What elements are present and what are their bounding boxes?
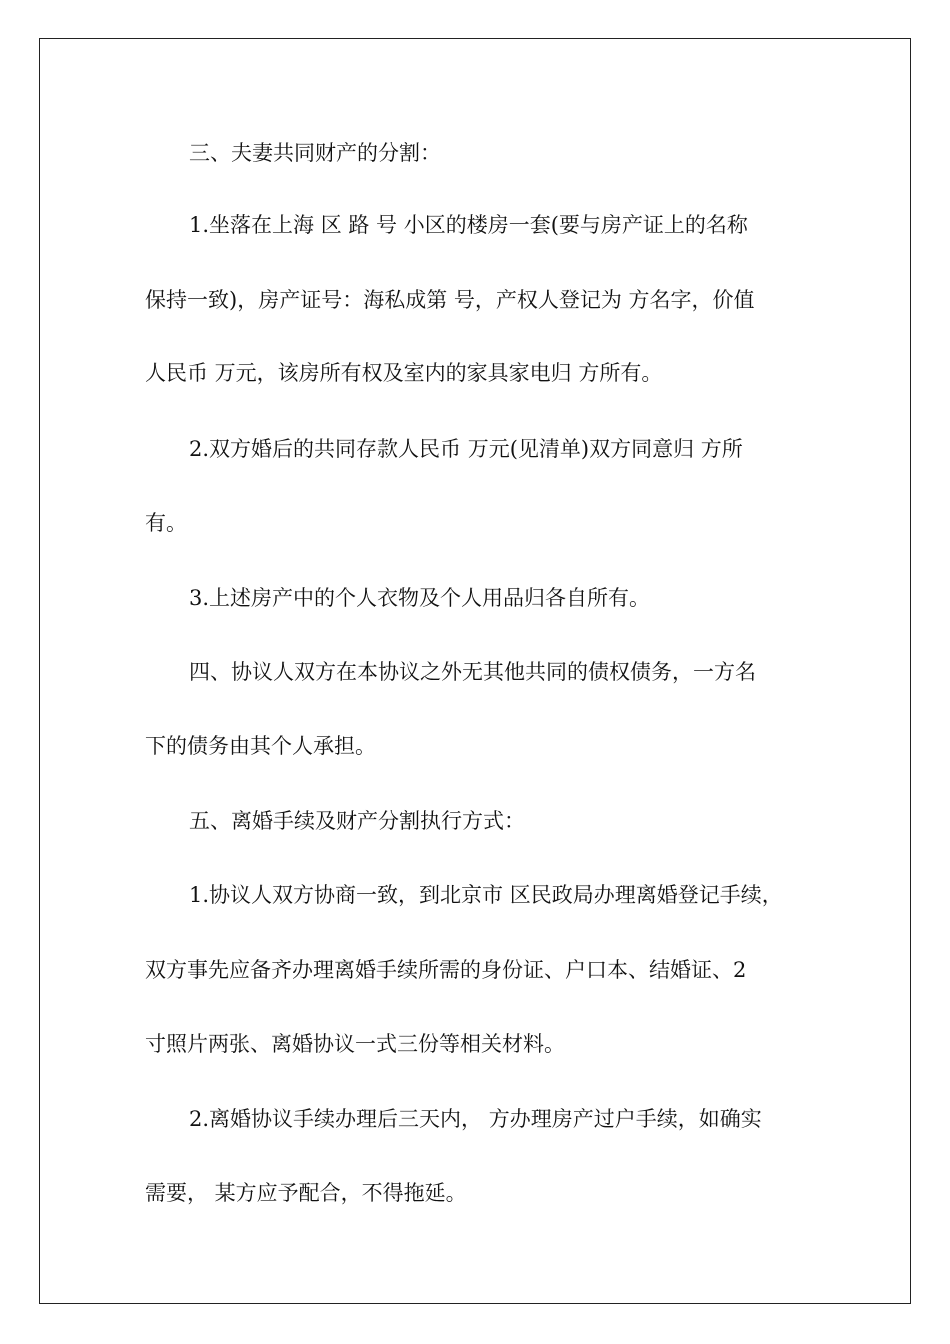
paragraph-line: 寸照片两张、离婚协议一式三份等相关材料。 [145,1032,565,1056]
section-heading-4: 四、协议人双方在本协议之外无其他共同的债权债务，一方名 [189,660,756,684]
paragraph-line: 有。 [145,511,187,535]
paragraph-line: 双方事先应备齐办理离婚手续所需的身份证、户口本、结婚证、2 [145,958,747,982]
paragraph-line: 人民币 万元，该房所有权及室内的家具家电归 方所有。 [145,361,663,385]
paragraph-line: 下的债务由其个人承担。 [145,734,376,758]
paragraph-line: 1.坐落在上海 区 路 号 小区的楼房一套(要与房产证上的名称 [189,213,748,237]
paragraph-line: 3.上述房产中的个人衣物及个人用品归各自所有。 [189,586,651,610]
paragraph-line: 1.协议人双方协商一致，到北京市 区民政局办理离婚登记手续， [189,883,783,907]
section-heading-3: 三、夫妻共同财产的分割： [189,141,441,165]
paragraph-line: 保持一致)，房产证号：海私成第 号，产权人登记为 方名字，价值 [145,288,755,312]
paragraph-line: 2.双方婚后的共同存款人民币 万元(见清单)双方同意归 方所 [189,437,743,461]
section-heading-5: 五、离婚手续及财产分割执行方式： [189,809,525,833]
paragraph-line: 2.离婚协议手续办理后三天内， 方办理房产过户手续，如确实 [189,1107,762,1131]
paragraph-line: 需要， 某方应予配合，不得拖延。 [145,1181,467,1205]
